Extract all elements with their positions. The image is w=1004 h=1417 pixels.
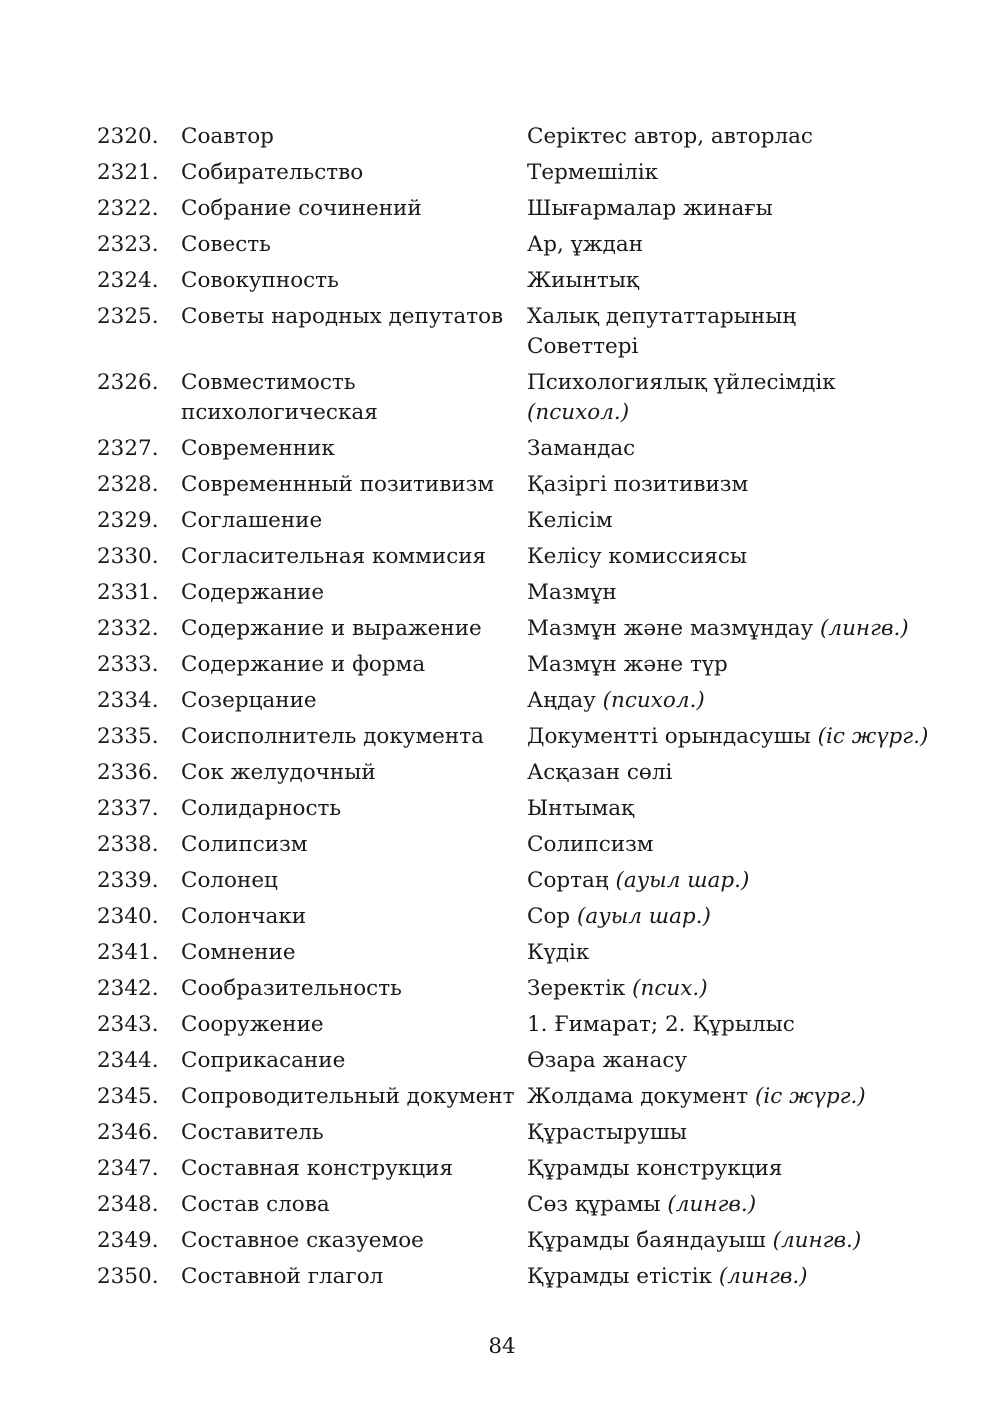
kazakh-translation <box>527 1226 977 1256</box>
translation-text: Аңдау <box>527 688 596 713</box>
russian-term: Составной глагол <box>181 1264 384 1289</box>
kazakh-translation <box>527 1082 977 1112</box>
glossary-entry <box>97 1082 977 1112</box>
entry-number: 2344. <box>97 1048 159 1073</box>
usage-note: (лингв.) <box>667 1192 757 1217</box>
russian-term: Соприкасание <box>181 1048 346 1073</box>
kazakh-translation <box>527 1010 977 1040</box>
glossary-entry <box>97 1154 977 1184</box>
translation-text: Сор <box>527 904 571 929</box>
entry-number: 2348. <box>97 1192 159 1217</box>
russian-term: Соисполнитель документа <box>181 724 484 749</box>
russian-term: Содержание <box>181 580 325 605</box>
entry-number: 2325. <box>97 304 159 329</box>
glossary-entry <box>97 470 977 500</box>
glossary-entry <box>97 230 977 260</box>
translation-text: Құрамды баяндауыш <box>527 1228 766 1253</box>
russian-term: Содержание и выражение <box>181 616 482 641</box>
kazakh-translation <box>527 302 977 362</box>
glossary-entry <box>97 650 977 680</box>
usage-note: (психол.) <box>602 688 705 713</box>
translation-text: Документті орындасушы <box>527 724 811 749</box>
glossary-list <box>97 122 977 1298</box>
kazakh-translation <box>527 830 977 860</box>
russian-term: Содержание и форма <box>181 652 426 677</box>
translation-text: 1. Ғимарат; 2. Құрылыс <box>527 1012 795 1037</box>
kazakh-translation <box>527 758 977 788</box>
translation-text: Өзара жанасу <box>527 1048 688 1073</box>
russian-term: Совесть <box>181 232 271 257</box>
entry-number: 2334. <box>97 688 159 713</box>
russian-term: Солончаки <box>181 904 307 929</box>
translation-text: Асқазан сөлі <box>527 760 673 785</box>
glossary-entry <box>97 686 977 716</box>
kazakh-translation <box>527 722 977 752</box>
glossary-entry <box>97 758 977 788</box>
kazakh-translation <box>527 194 977 224</box>
glossary-entry <box>97 368 977 428</box>
glossary-entry <box>97 266 977 296</box>
usage-note: (ауыл шар.) <box>615 868 750 893</box>
entry-number: 2350. <box>97 1264 159 1289</box>
glossary-entry <box>97 302 977 362</box>
translation-text: Мазмұн және түр <box>527 652 728 677</box>
entry-number: 2346. <box>97 1120 159 1145</box>
kazakh-translation <box>527 866 977 896</box>
entry-number: 2332. <box>97 616 159 641</box>
kazakh-translation <box>527 434 977 464</box>
entry-number: 2321. <box>97 160 159 185</box>
kazakh-translation <box>527 902 977 932</box>
russian-term: Согласительная коммисия <box>181 544 487 569</box>
translation-text: Құрастырушы <box>527 1120 687 1145</box>
russian-term: Сомнение <box>181 940 296 965</box>
entry-number: 2336. <box>97 760 159 785</box>
glossary-entry <box>97 506 977 536</box>
kazakh-translation <box>527 1262 977 1292</box>
glossary-entry <box>97 902 977 932</box>
kazakh-translation <box>527 506 977 536</box>
glossary-entry <box>97 722 977 752</box>
translation-text: Психологиялық үйлесімдік <box>527 370 836 395</box>
entry-number: 2338. <box>97 832 159 857</box>
glossary-entry <box>97 614 977 644</box>
kazakh-translation <box>527 578 977 608</box>
page-number: 84 <box>488 1334 516 1359</box>
entry-number: 2347. <box>97 1156 159 1181</box>
kazakh-translation <box>527 1154 977 1184</box>
translation-text: Советтері <box>527 334 639 359</box>
glossary-entry <box>97 158 977 188</box>
glossary-entry <box>97 1226 977 1256</box>
translation-text: Мазмұн <box>527 580 617 605</box>
translation-text: Мазмұн және мазмұндау <box>527 616 814 641</box>
translation-text: Зеректік <box>527 976 626 1001</box>
entry-number: 2345. <box>97 1084 159 1109</box>
usage-note: (іс жүрг.) <box>754 1084 866 1109</box>
kazakh-translation <box>527 650 977 680</box>
usage-note: (лингв.) <box>718 1264 808 1289</box>
russian-term: Совокупность <box>181 268 339 293</box>
entry-number: 2340. <box>97 904 159 929</box>
russian-term: Созерцание <box>181 688 317 713</box>
russian-term: Собрание сочинений <box>181 196 422 221</box>
translation-text: Ар, ұждан <box>527 232 644 257</box>
kazakh-translation <box>527 794 977 824</box>
russian-term: Сообразительность <box>181 976 402 1001</box>
entry-number: 2323. <box>97 232 159 257</box>
translation-text: Замандас <box>527 436 636 461</box>
translation-text: Сортаң <box>527 868 609 893</box>
translation-text: Серіктес автор, авторлас <box>527 124 813 149</box>
kazakh-translation <box>527 266 977 296</box>
usage-note: (ауыл шар.) <box>577 904 711 929</box>
entry-number: 2349. <box>97 1228 159 1253</box>
glossary-entry <box>97 1046 977 1076</box>
kazakh-translation <box>527 1118 977 1148</box>
glossary-entry <box>97 1010 977 1040</box>
entry-number: 2342. <box>97 976 159 1001</box>
kazakh-translation <box>527 614 977 644</box>
entry-number: 2329. <box>97 508 159 533</box>
entry-number: 2341. <box>97 940 159 965</box>
glossary-entry <box>97 194 977 224</box>
kazakh-translation <box>527 1046 977 1076</box>
russian-term: Солидарность <box>181 796 342 821</box>
translation-text: Халық депутаттарының <box>527 304 797 329</box>
glossary-entry <box>97 938 977 968</box>
russian-term: Сопроводительный документ <box>181 1084 515 1109</box>
russian-term: Сок желудочный <box>181 760 376 785</box>
kazakh-translation <box>527 158 977 188</box>
glossary-entry <box>97 1118 977 1148</box>
kazakh-translation <box>527 230 977 260</box>
usage-note: (лингв.) <box>820 616 909 641</box>
entry-number: 2343. <box>97 1012 159 1037</box>
translation-text: Термешілік <box>527 160 659 185</box>
russian-term: Сооружение <box>181 1012 324 1037</box>
glossary-entry <box>97 122 977 152</box>
translation-text: Жиынтық <box>527 268 639 293</box>
entry-number: 2324. <box>97 268 159 293</box>
glossary-entry <box>97 974 977 1004</box>
russian-term: Составитель <box>181 1120 324 1145</box>
entry-number: 2322. <box>97 196 159 221</box>
translation-text: Сөз құрамы <box>527 1192 661 1217</box>
entry-number: 2327. <box>97 436 159 461</box>
kazakh-translation <box>527 974 977 1004</box>
usage-note: (іс жүрг.) <box>817 724 929 749</box>
russian-term: Современнный позитивизм <box>181 472 495 497</box>
usage-note: (психол.) <box>527 400 630 425</box>
translation-text: Жолдама документ <box>527 1084 749 1109</box>
russian-term: Современник <box>181 436 335 461</box>
translation-text: Күдік <box>527 940 590 965</box>
russian-term: Соавтор <box>181 124 274 149</box>
entry-number: 2330. <box>97 544 159 569</box>
kazakh-translation <box>527 1190 977 1220</box>
glossary-entry <box>97 830 977 860</box>
entry-number: 2320. <box>97 124 159 149</box>
translation-text: Шығармалар жинағы <box>527 196 773 221</box>
usage-note: (псих.) <box>632 976 708 1001</box>
entry-number: 2331. <box>97 580 159 605</box>
translation-text: Келісу комиссиясы <box>527 544 747 569</box>
entry-number: 2328. <box>97 472 159 497</box>
glossary-entry <box>97 1262 977 1292</box>
usage-note: (лингв.) <box>772 1228 862 1253</box>
russian-term: Составное сказуемое <box>181 1228 424 1253</box>
entry-number: 2339. <box>97 868 159 893</box>
russian-term: Состав слова <box>181 1192 330 1217</box>
translation-text: Келісім <box>527 508 613 533</box>
glossary-entry <box>97 1190 977 1220</box>
russian-term: Совместимость психологическая <box>181 370 378 425</box>
kazakh-translation <box>527 122 977 152</box>
entry-number: 2335. <box>97 724 159 749</box>
translation-text: Ынтымақ <box>527 796 635 821</box>
glossary-entry <box>97 794 977 824</box>
russian-term: Собирательство <box>181 160 364 185</box>
russian-term: Солипсизм <box>181 832 308 857</box>
entry-number: 2333. <box>97 652 159 677</box>
glossary-entry <box>97 578 977 608</box>
kazakh-translation <box>527 368 977 428</box>
russian-term: Советы народных депутатов <box>181 304 504 329</box>
kazakh-translation <box>527 542 977 572</box>
entry-number: 2326. <box>97 370 159 395</box>
translation-text: Солипсизм <box>527 832 654 857</box>
translation-text: Құрамды етістік <box>527 1264 713 1289</box>
russian-term: Составная конструкция <box>181 1156 454 1181</box>
kazakh-translation <box>527 470 977 500</box>
translation-text: Қазіргі позитивизм <box>527 472 749 497</box>
russian-term: Соглашение <box>181 508 323 533</box>
translation-text: Құрамды конструкция <box>527 1156 783 1181</box>
glossary-entry <box>97 434 977 464</box>
glossary-entry <box>97 542 977 572</box>
entry-number: 2337. <box>97 796 159 821</box>
kazakh-translation <box>527 686 977 716</box>
russian-term: Солонец <box>181 868 278 893</box>
kazakh-translation <box>527 938 977 968</box>
glossary-entry <box>97 866 977 896</box>
